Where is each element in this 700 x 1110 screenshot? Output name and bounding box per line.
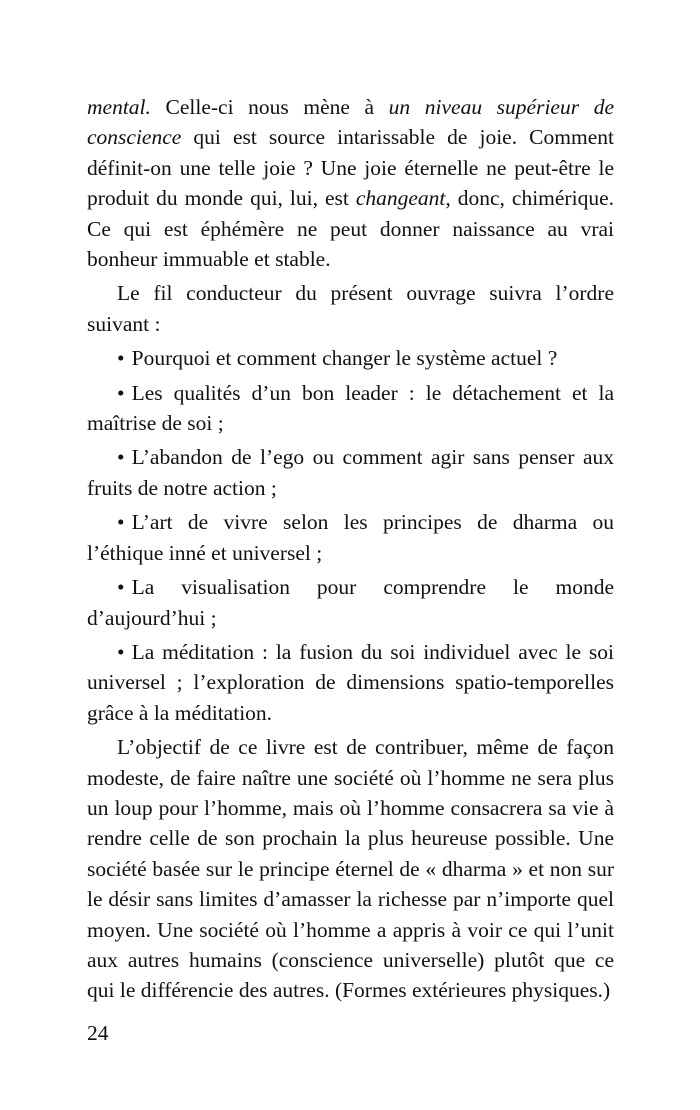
- bullet-text: Les qualités d’un bon leader : le détachement et la maîtrise de soi ;: [87, 380, 614, 436]
- bullet-icon: •: [117, 346, 125, 371]
- bullet-item: [87, 572, 614, 633]
- bullet-text: L’art de vivre selon les principes de dharma ou l’éthique inné et universel ;: [87, 510, 614, 565]
- bullet-text: La méditation : la fusion du soi individuel avec le soi universel ; l’exploration de dimensions spatio-temporelles grâce à la méditation.: [87, 639, 614, 725]
- bullet-item: [87, 442, 614, 503]
- intro-text-1: Celle-ci nous mène à: [150, 95, 389, 119]
- bullet-item: [87, 507, 614, 568]
- bullet-icon: •: [117, 380, 125, 405]
- intro-italic-changeant: changeant: [355, 186, 446, 211]
- page-number: 24: [87, 1021, 109, 1045]
- lead-in-paragraph: Le fil conducteur du présent ouvrage suivra l’ordre suivant :: [87, 281, 614, 336]
- bullet-icon: •: [117, 639, 125, 664]
- bullet-icon: •: [117, 510, 125, 535]
- bullet-text: L’abandon de l’ego ou comment agir sans penser aux fruits de notre action ;: [87, 445, 614, 500]
- intro-paragraph: [87, 92, 614, 274]
- intro-italic-mental: mental.: [87, 95, 151, 119]
- intro-italic-niveau: un niveau supérieur de conscience: [87, 95, 614, 150]
- bullet-text: Pourquoi et comment changer le système actuel ?: [131, 346, 558, 371]
- bullet-item: [87, 637, 614, 728]
- bullet-item: [87, 378, 614, 439]
- intro-text-3: , donc, chimérique. Ce qui est éphémère ne peut donner naissance au vrai bonheur immuable et stable.: [87, 186, 614, 272]
- intro-text-2: qui est source intarissable de joie. Comment définit-on une telle joie ? Une joie éternelle ne peut-être le produit du monde qui, lui, est: [87, 125, 614, 211]
- bullet-icon: •: [117, 575, 125, 600]
- conclusion-paragraph: L’objectif de ce livre est de contribuer, même de façon modeste, de faire naître une société où l’homme ne sera plus un loup pour l’homme, mais où l’homme consacrera sa vie à rendre celle de son prochain la plus heureuse possible. Une société basée sur le principe éternel de « dharma » et non sur le désir sans limites d’amasser la richesse par n’importe quel moyen. Une société où l’homme a appris à voir ce qui l’unit aux autres humains (conscience universelle) plutôt que ce qui le différencie des autres. (Formes extérieures physiques.): [87, 735, 614, 1003]
- bullet-item: [87, 343, 614, 373]
- page-body: [87, 92, 614, 1006]
- bullet-icon: •: [117, 445, 125, 470]
- bullet-text: La visualisation pour comprendre le monde d’aujourd’hui ;: [87, 575, 614, 630]
